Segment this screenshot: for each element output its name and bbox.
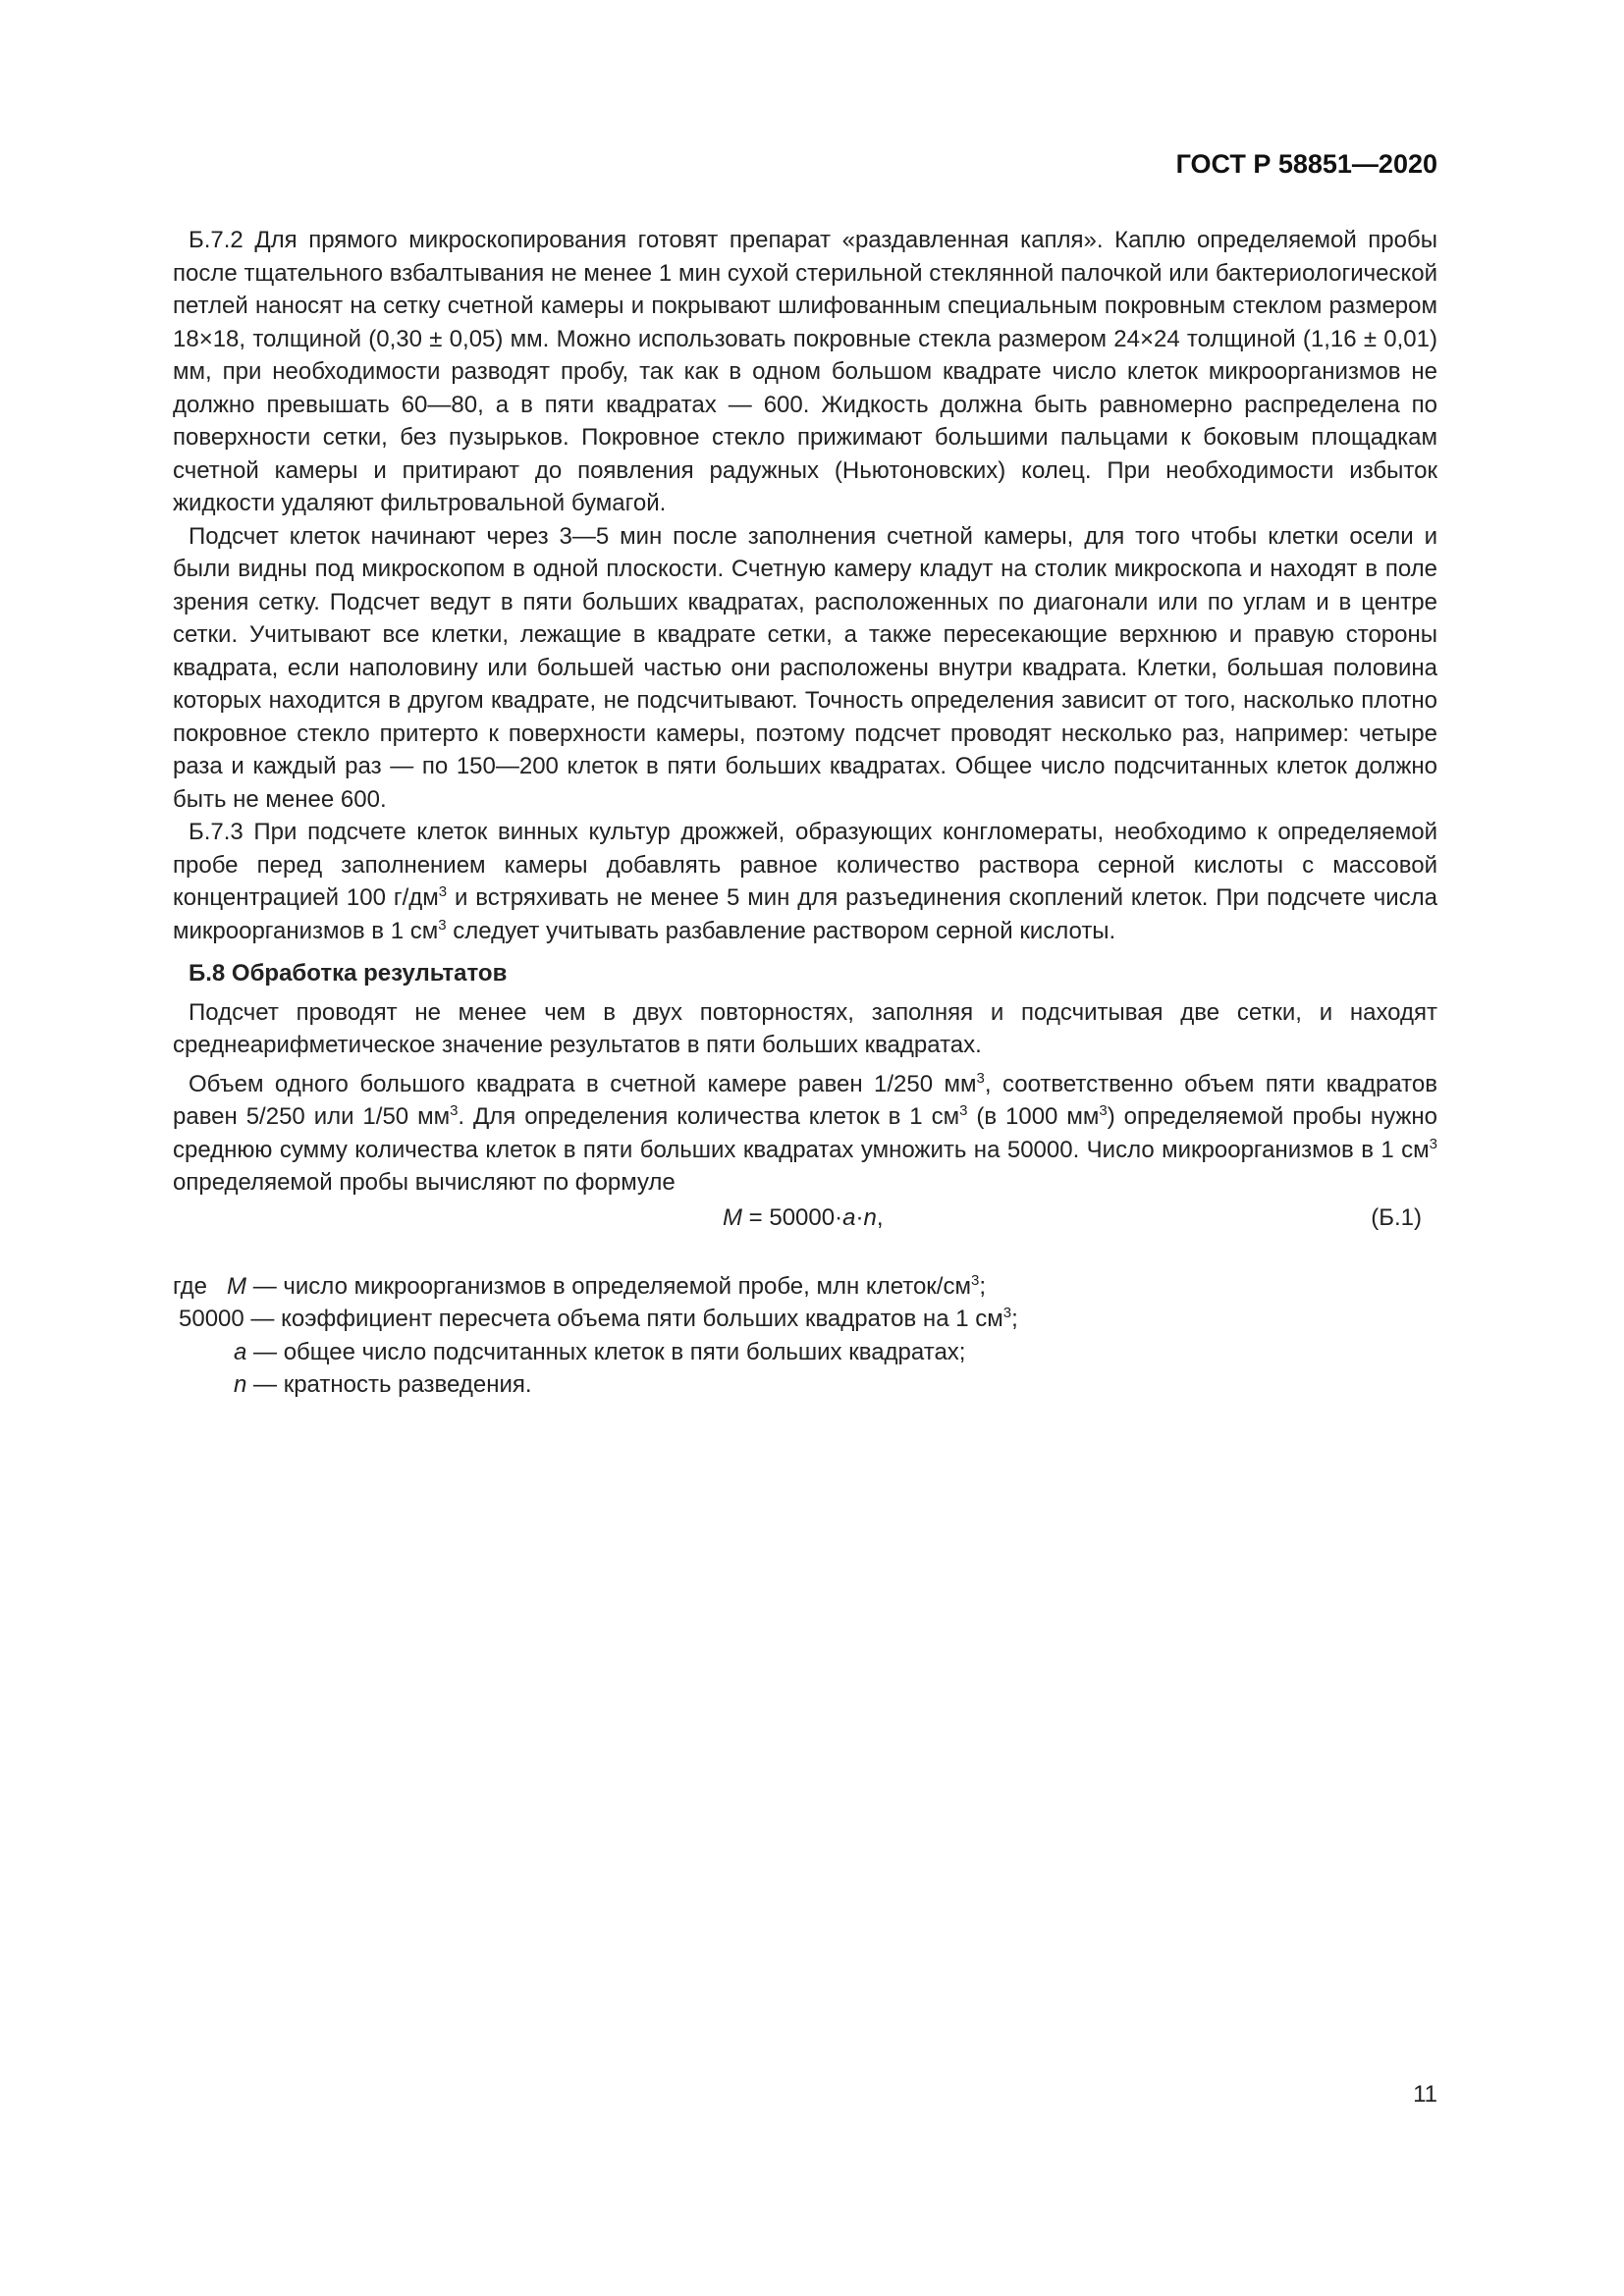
- legend-coefficient-text: — коэффициент пересчета объема пяти больших квадратов на 1 см: [244, 1306, 1003, 1332]
- formula-row: [173, 1201, 1437, 1241]
- legend-var-m: M: [227, 1272, 247, 1300]
- legend-item-n: [173, 1368, 1437, 1402]
- superscript-3: 3: [1002, 1305, 1012, 1321]
- superscript-3: 3: [438, 916, 447, 934]
- legend-item-m: [173, 1270, 1437, 1304]
- superscript-3: 3: [959, 1102, 968, 1119]
- superscript-3: 3: [450, 1102, 459, 1119]
- volume-text-3: . Для определения количества клеток в 1 см: [458, 1103, 960, 1130]
- formula-legend: [173, 1270, 1437, 1402]
- legend-m-text: — число микроорганизмов в определяемой пробе, млн клеток/см: [246, 1272, 971, 1300]
- volume-text-4: (в 1000 мм: [967, 1103, 1100, 1130]
- legend-var-n: n: [234, 1371, 247, 1398]
- formula-b1: [723, 1201, 883, 1235]
- superscript-3: 3: [1429, 1135, 1437, 1152]
- superscript-3: 3: [976, 1069, 985, 1087]
- superscript-3: 3: [438, 883, 448, 900]
- page-number: 11: [1413, 2081, 1437, 2108]
- formula-equals: = 50000·: [742, 1203, 843, 1231]
- document-code-header: ГОСТ Р 58851—2020: [1175, 149, 1437, 179]
- b73-text-2: и встряхивать не менее 5 мин для разъединения скоплений клеток. При подсчете числа микроорганизмов в 1 см: [173, 884, 1437, 944]
- volume-text-1: Объем одного большого квадрата в счетной камере равен 1/250 мм: [189, 1070, 977, 1097]
- paragraph-repetitions: Подсчет проводят не менее чем в двух повторностях, заполняя и подсчитывая две сетки, и находят среднеарифметическое значение результатов в пяти больших квадратах.: [173, 998, 1437, 1058]
- paragraph-volume: [173, 1068, 1437, 1200]
- paragraph-cell-counting: Подсчет клеток начинают через 3—5 мин после заполнения счетной камеры, для того чтобы клетки осели и были видны под микроскопом в одной плоскости. Счетную камеру кладут на столик микроскопа и находят в поле зрения сетку. Подсчет ведут в пяти больших квадратах, расположенных по диагонали или по углам и в центре сетки. Учитывают все клетки, лежащие в квадрате сетки, а также пересекающие верхнюю и правую стороны квадрата, если наполовину или большей частью они расположены внутри квадрата. Клетки, большая половина которых находится в другом квадрате, не подсчитывают. Точность определения зависит от того, насколько плотно покровное стекло притерто к поверхности камеры, поэтому подсчет проводят несколько раз, например: четыре раза и каждый раз — по 150—200 клеток в пяти больших квадратах. Общее число подсчитанных клеток должно быть не менее 600.: [173, 522, 1437, 813]
- b73-text-1: Б.7.3 При подсчете клеток винных культур дрожжей, образующих конгломераты, необходимо к определяемой пробе перед заполнением камеры добавлять равное количество раствора серной кислоты с массовой концентрацией 100 г/дм: [173, 819, 1437, 911]
- volume-text-2: , соответственно объем пяти квадратов равен 5/250 или 1/50 мм: [173, 1070, 1437, 1130]
- volume-text-5: ) определяемой пробы нужно среднюю сумму количества клеток в пяти больших квадратах умножить на 50000. Число микроорганизмов в 1 см: [173, 1103, 1437, 1163]
- legend-prefix: где: [173, 1272, 208, 1300]
- formula-comma: ,: [876, 1203, 884, 1231]
- formula-dot: ·: [855, 1203, 864, 1231]
- formula-var-a: a: [842, 1203, 856, 1231]
- superscript-3: 3: [1099, 1102, 1108, 1119]
- formula-var-m: M: [723, 1203, 742, 1231]
- formula-var-n: n: [863, 1203, 877, 1231]
- legend-item-a: [173, 1336, 1437, 1369]
- volume-text-6: определяемой пробы вычисляют по формуле: [173, 1169, 676, 1196]
- legend-var-a: a: [234, 1338, 247, 1365]
- legend-coefficient-end: ;: [1011, 1306, 1018, 1332]
- legend-n-text: — кратность разведения.: [246, 1371, 532, 1398]
- paragraph-b73: [173, 816, 1437, 947]
- formula-number: (Б.1): [1371, 1203, 1422, 1231]
- superscript-3: 3: [970, 1271, 980, 1289]
- legend-a-text: — общее число подсчитанных клеток в пяти больших квадратах;: [246, 1338, 966, 1365]
- section-heading-b8: Б.8 Обработка результатов: [189, 960, 508, 987]
- document-body: [173, 224, 1437, 1402]
- b73-text-3: следует учитывать разбавление раствором серной кислоты.: [446, 917, 1116, 944]
- legend-item-coefficient: [173, 1303, 1437, 1336]
- legend-coefficient-label: 50000: [179, 1306, 244, 1332]
- paragraph-b72: Б.7.2 Для прямого микроскопирования готовят препарат «раздавленная капля». Каплю определяемой пробы после тщательного взбалтывания не менее 1 мин сухой стерильной стеклянной палочкой или бактериологической петлей наносят на сетку счетной камеры и покрывают шлифованным специальным покровным стеклом размером 18×18, толщиной (0,30 ± 0,05) мм. Можно использовать покровные стекла размером 24×24 толщиной (1,16 ± 0,01) мм, при необходимости разводят пробу, так как в одном большом квадрате число клеток микроорганизмов не должно превышать 60—80, а в пяти квадратах — 600. Жидкость должна быть равномерно распределена по поверхности сетки, без пузырьков. Покровное стекло прижимают большими пальцами к боковым площадкам счетной камеры и притирают до появления радужных (Ньютоновских) колец. При необходимости избыток жидкости удаляют фильтровальной бумагой.: [173, 227, 1437, 516]
- legend-m-end: ;: [979, 1272, 986, 1300]
